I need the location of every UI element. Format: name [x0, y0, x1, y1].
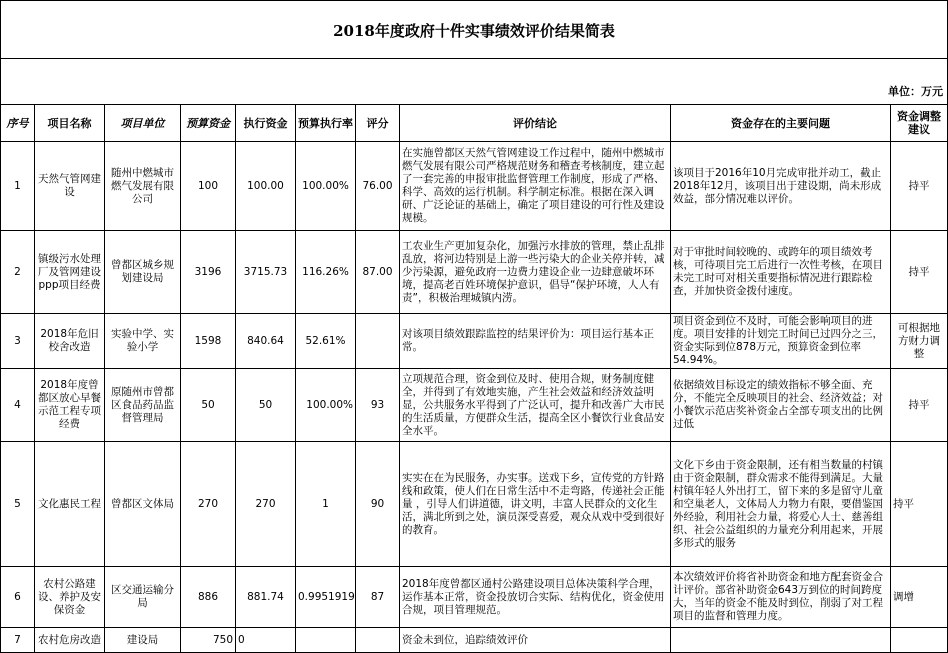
- cell-score: 87: [356, 567, 400, 628]
- cell-rate: 100.00%: [296, 142, 356, 231]
- cell-score: 76.00: [356, 142, 400, 231]
- cell-dept: 建设局: [105, 628, 181, 653]
- cell-seq: 4: [1, 369, 35, 442]
- table-row: [1, 314, 948, 369]
- cell-problem: [671, 628, 891, 653]
- unit-label: 单位：万元: [888, 85, 943, 98]
- cell-problem: 本次绩效评价将省补助资金和地方配套资金合计评价。部省补助资金643万到位的时间跨度大，当年的资金不能及时到位，削弱了对工程项目的监督和管理力度。: [671, 567, 891, 628]
- cell-budget: 50: [181, 369, 236, 442]
- report-title: [0, 0, 948, 59]
- cell-advice: 持平: [891, 369, 948, 442]
- cell-name: 2018年危旧校舍改造: [35, 314, 105, 369]
- cell-budget: 270: [181, 442, 236, 567]
- table-row: [1, 231, 948, 314]
- table-row: [1, 628, 948, 653]
- cell-score: 90: [356, 442, 400, 567]
- cell-score: [356, 628, 400, 653]
- cell-dept: 随州中燃城市燃气发展有限公司: [105, 142, 181, 231]
- cell-dept: 曾都区文体局: [105, 442, 181, 567]
- cell-rate: 0.9951919: [296, 567, 356, 628]
- cell-score: 93: [356, 369, 400, 442]
- cell-advice: [891, 628, 948, 653]
- evaluation-table: [0, 104, 948, 653]
- cell-name: 农村危房改造: [35, 628, 105, 653]
- header-budget: 预算资金: [181, 105, 236, 142]
- cell-rate: 1: [296, 442, 356, 567]
- cell-conclusion: 对该项目绩效跟踪监控的结果评价为：项目运行基本正常。: [400, 314, 671, 369]
- cell-exec: 50: [236, 369, 296, 442]
- report-title-text: 2018年度政府十件实事绩效评价结果简表: [333, 21, 615, 40]
- cell-advice: 持平: [891, 231, 948, 314]
- cell-advice: 可根据地方财力调整: [891, 314, 948, 369]
- header-problem: 资金存在的主要问题: [671, 105, 891, 142]
- cell-seq: 1: [1, 142, 35, 231]
- header-dept: 项目单位: [105, 105, 181, 142]
- cell-name: 农村公路建设、养护及安保资金: [35, 567, 105, 628]
- cell-problem: 文化下乡由于资金限制，还有相当数量的村镇由于资金限制，群众需求不能得到满足。大量村镇年轻人外出打工，留下来的多是留守儿童和空巢老人，文体局人力物力有限，要借鉴国外经验，利用社会力量，将爱心人士、慈善组织、社会公益组织的力量充分利用起来，开展多形式的服务: [671, 442, 891, 567]
- cell-conclusion: 资金未到位，追踪绩效评价: [400, 628, 671, 653]
- cell-rate: 116.26%: [296, 231, 356, 314]
- cell-dept: 实验中学、实验小学: [105, 314, 181, 369]
- cell-conclusion: 在实施曾都区天然气管网建设工作过程中，随州中燃城市燃气发展有限公司严格规范财务和稽查考核制度，建立起了一套完善的申报审批监督管理工作制度，形成了严格、科学、高效的运行机制。科学制定标准。根据在深入调研、广泛论证的基础上，确定了项目建设的可行性及建设规模。: [400, 142, 671, 231]
- cell-conclusion: 实实在在为民服务，办实事。送戏下乡，宣传党的方针路线和政策，使人们在日常生活中不走弯路，传递社会正能量 ，引导人们讲道德，讲文明，丰富人民群众的文化生活，满北所到之处，演员深受喜爱，观众从戏中受到很好的教育。: [400, 442, 671, 567]
- header-name: 项目名称: [35, 105, 105, 142]
- table-row: [1, 369, 948, 442]
- cell-seq: 6: [1, 567, 35, 628]
- cell-budget: 750: [181, 628, 236, 653]
- cell-exec: 0: [236, 628, 296, 653]
- cell-score: [356, 314, 400, 369]
- cell-conclusion: 工农业生产更加复杂化，加强污水排放的管理，禁止乱排乱放，将河边特别是上游一些污染大的企业关停并转，减少污染源，避免政府一边费力建设企业一边肆意破坏环境，提高老百姓环境保护意识，倡导“保护环境，人人有责”，积极治理城镇内涝。: [400, 231, 671, 314]
- cell-problem: 对于审批时间较晚的、或跨年的项目绩效考核，可待项目完工后进行一次性考核，在项目未完工时可对相关重要指标情况进行跟踪检查，并加快资金拨付速度。: [671, 231, 891, 314]
- cell-rate: 100.00%: [296, 369, 356, 442]
- header-row: [1, 105, 948, 142]
- cell-seq: 7: [1, 628, 35, 653]
- cell-exec: 270: [236, 442, 296, 567]
- cell-rate: [296, 628, 356, 653]
- table-row: [1, 142, 948, 231]
- cell-problem: 项目资金到位不及时，可能会影响项目的进度。项目安排的计划完工时间已过四分之三，资金实际到位878万元，预算资金到位率54.94%。: [671, 314, 891, 369]
- cell-conclusion: 2018年度曾都区通村公路建设项目总体决策科学合理，运作基本正常，资金投放切合实际、结构优化，资金使用合规，项目管理规范。: [400, 567, 671, 628]
- cell-rate: 52.61%: [296, 314, 356, 369]
- header-rate: 预算执行率: [296, 105, 356, 142]
- cell-advice: 调增: [891, 567, 948, 628]
- cell-dept: 曾都区城乡规划建设局: [105, 231, 181, 314]
- cell-budget: 3196: [181, 231, 236, 314]
- cell-dept: 原随州市曾都区食品药品监督管理局: [105, 369, 181, 442]
- cell-advice: 持平: [891, 142, 948, 231]
- table-row: [1, 567, 948, 628]
- header-exec: 执行资金: [236, 105, 296, 142]
- header-seq: 序号: [1, 105, 35, 142]
- cell-budget: 100: [181, 142, 236, 231]
- cell-advice: 持平: [891, 442, 948, 567]
- cell-conclusion: 立项规范合理，资金到位及时、使用合规，财务制度健全，并得到了有效地实施，产生社会效益和经济效益明显，公共服务水平得到了广泛认可，提升和改善广大市民的生活质量，方便群众生活，提高全区小餐饮行业食品安全水平。: [400, 369, 671, 442]
- cell-exec: 881.74: [236, 567, 296, 628]
- cell-exec: 840.64: [236, 314, 296, 369]
- header-advice: 资金调整建议: [891, 105, 948, 142]
- cell-seq: 5: [1, 442, 35, 567]
- cell-seq: 2: [1, 231, 35, 314]
- cell-problem: 该项目于2016年10月完成审批并动工，截止2018年12月，该项目出于建设期，尚未形成效益，部分情况难以评价。: [671, 142, 891, 231]
- unit-row: [0, 58, 948, 105]
- cell-score: 87.00: [356, 231, 400, 314]
- header-score: 评分: [356, 105, 400, 142]
- cell-dept: 区交通运输分局: [105, 567, 181, 628]
- cell-name: 2018年度曾都区放心早餐示范工程专项经费: [35, 369, 105, 442]
- table-row: [1, 442, 948, 567]
- cell-budget: 1598: [181, 314, 236, 369]
- cell-problem: 依据绩效目标设定的绩效指标不够全面、充分，不能完全反映项目的社会、经济效益；对小餐饮示范店奖补资金占全部专项支出的比例过低: [671, 369, 891, 442]
- cell-name: 天然气管网建设: [35, 142, 105, 231]
- header-conclusion: 评价结论: [400, 105, 671, 142]
- cell-exec: 3715.73: [236, 231, 296, 314]
- cell-name: 文化惠民工程: [35, 442, 105, 567]
- cell-budget: 886: [181, 567, 236, 628]
- cell-exec: 100.00: [236, 142, 296, 231]
- cell-name: 镇级污水处理厂及管网建设ppp项目经费: [35, 231, 105, 314]
- cell-seq: 3: [1, 314, 35, 369]
